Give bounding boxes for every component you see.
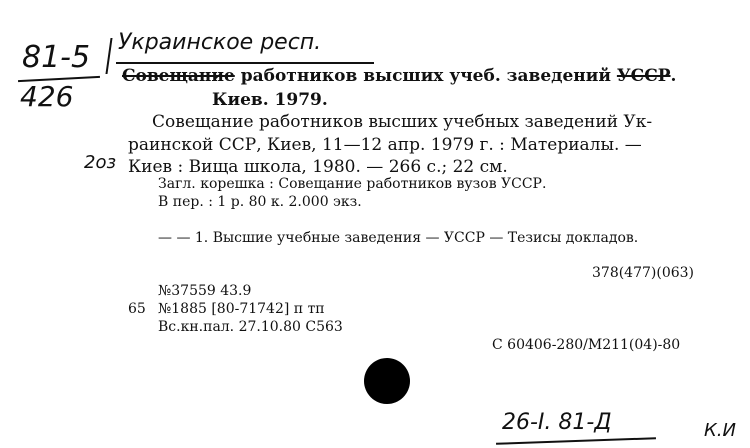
registry-line-2: №1885 [80-71742] п тп [158,301,325,317]
heading-rest: работников высших учеб. заведений [240,66,611,86]
subject-line: — — 1. Высшие учебные заведения — УССР — Тезисы докладов. [158,230,639,246]
heading-place-year: Киев. 1979. [212,90,328,110]
heading-struck-region: УССР [616,66,671,86]
note-price: В пер. : 1 р. 80 к. 2.000 экз. [158,194,362,210]
registry-line-1: №37559 43.9 [158,283,252,299]
note-spine-title: Загл. корешка : Совещание работников вузов УССР. [158,176,547,192]
catalog-code: С 60406-280/М211(04)-80 [492,337,681,353]
call-number-top: 81-5 [22,40,91,75]
heading-period: . [670,66,677,86]
handwritten-heading-underline [116,62,374,64]
heading-word-struck-1: Совещание [122,66,235,86]
heading-line [122,66,676,86]
body-line-2: раинской ССР, Киев, 11—12 апр. 1979 г. : Материалы. — [128,135,642,155]
handwritten-date-underline [496,437,656,445]
body-line-1: Совещание работников высших учебных заведений Ук- [152,112,653,132]
handwritten-heading: Украинское респ. [118,30,322,55]
call-number-bottom: 426 [20,80,74,113]
classification: 378(477)(063) [592,265,695,281]
punch-hole [364,358,410,404]
handwritten-date: 26-I. 81-Д [502,410,612,435]
bracket-mark [105,38,112,74]
handwritten-initials: К.И [704,420,736,441]
body-line-3: Киев : Вища школа, 1980. — 266 с.; 22 см. [128,157,508,177]
registry-prefix: 65 [128,301,146,317]
margin-mark: 2оз [84,152,117,173]
registry-line-3: Вс.кн.пал. 27.10.80 С563 [158,319,343,335]
